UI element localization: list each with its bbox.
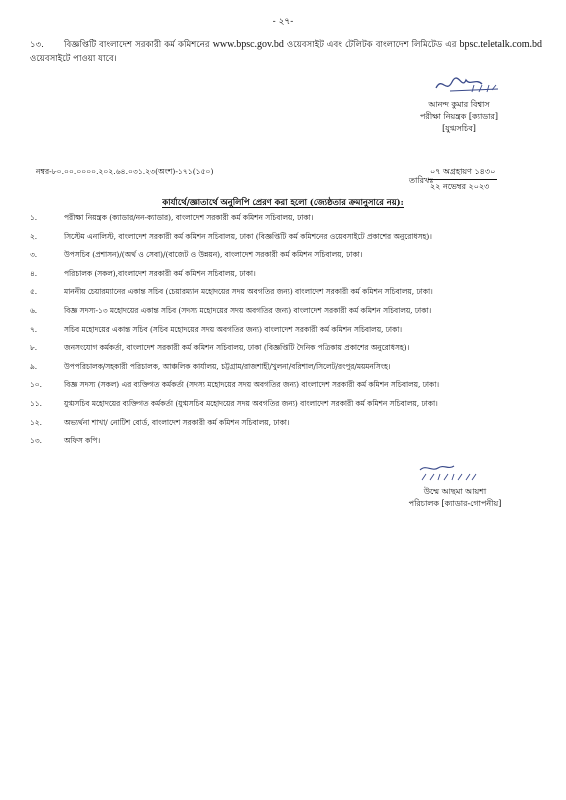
paragraph-text-b: ওয়েবসাইট এবং টেলিটক বাংলাদেশ লিমিটেড এর: [283, 40, 460, 50]
list-item: ৬. বিজ্ঞ সদস্য-১৩ মহোদয়ের একান্ত সচিব (সদস্য মহোদয়ের সদয় অবগতির জন্য) বাংলাদেশ সরকারী কর্ম কমিশন সচিবালয়, ঢাকা।: [30, 305, 432, 315]
list-item: ৯. উপপরিচালক/সহকারী পরিচালক, আঞ্চলিক কার্যালয়, চট্টগ্রাম/রাজশাহী/খুলনা/বরিশাল/সিলেট/রংপুর/ময়মনসিংহ।: [30, 361, 391, 371]
memo-number: নম্বর-৮০.০০.০০০০.২০২.৬৪.০৩১.২৩(অংশ)-১৭১(১৫০): [36, 167, 214, 176]
signer-1-rank: [যুগ্মসচিব]: [442, 124, 476, 133]
date-label: তারিখঃ: [409, 176, 434, 185]
signer-1-title: পরীক্ষা নিয়ন্ত্রক [ক্যাডার]: [419, 112, 499, 121]
teletalk-website-link[interactable]: bpsc.teletalk.com.bd: [459, 39, 542, 50]
list-item: ৩. উপসচিব (প্রশাসন)/(অর্থ ও সেবা)/(বাজেট ও উন্নয়ন), বাংলাদেশ সরকারী কর্ম কমিশন সচিবালয়, ঢাকা।: [30, 250, 363, 260]
list-item: ৪. পরিচালক (সকল),বাংলাদেশ সরকারী কর্ম কমিশন সচিবালয়, ঢাকা।: [30, 268, 256, 278]
signature-1-block: [384, 99, 534, 135]
page-number: - ২৭-: [272, 17, 294, 27]
list-item: ৮. জনসংযোগ কর্মকর্তা, বাংলাদেশ সরকারী কর্ম কমিশন সচিবালয়, ঢাকা (বিজ্ঞপ্তিটি দৈনিক পত্রিকায় প্রকাশের অনুরোধসহ)।: [30, 343, 410, 353]
list-item: ১২. অভ্যর্থনা শাখা/ নোটিশ বোর্ড, বাংলাদেশ সরকারী কর্ম কমিশন সচিবালয়, ঢাকা।: [30, 417, 290, 427]
list-item: ৫. মাননীয় চেয়ারম্যানের একান্ত সচিব (চেয়ারম্যান মহোদয়ের সদয় অবগতির জন্য) বাংলাদেশ সরকারী কর্ম কমিশন সচিবালয়, ঢাকা।: [30, 287, 433, 297]
distribution-heading: কার্যার্থে/জ্ঞাতার্থে অনুলিপি প্রেরণ করা হলো (জ্যেষ্ঠতার ক্রমানুসারে নয়):: [162, 197, 404, 207]
distribution-list: [30, 212, 545, 454]
list-item: ১০. বিজ্ঞ সদস্য (সকল) এর ব্যক্তিগত কর্মকর্তা (সদস্য মহোদয়ের সদয় অবগতির জন্য) বাংলাদেশ সরকারী কর্ম কমিশন সচিবালয়, ঢাকা।: [30, 380, 439, 390]
date-bangla: ০৭ অগ্রহায়ণ ১৪৩০: [428, 166, 497, 180]
signer-1-name: আনন্দ কুমার বিশ্বাস: [428, 100, 490, 109]
signature-2-block: [380, 486, 530, 510]
signature-1-handwritten: [432, 74, 502, 96]
date-block: [409, 166, 497, 194]
paragraph-13: [30, 38, 542, 66]
list-item: ১. পরীক্ষা নিয়ন্ত্রক (ক্যাডার/নন-ক্যাডার), বাংলাদেশ সরকারী কর্ম কমিশন সচিবালয়, ঢাকা।: [30, 213, 314, 222]
signer-2-name: উম্মে আছমা আয়শা: [423, 487, 487, 496]
paragraph-text-a: বিজ্ঞপ্তিটি বাংলাদেশ সরকারী কর্ম কমিশনের: [64, 40, 213, 50]
bpsc-website-link[interactable]: www.bpsc.gov.bd: [212, 39, 284, 50]
list-item: ৭. সচিব মহোদয়ের একান্ত সচিব (সচিব মহোদয়ের সদয় অবগতির জন্য) বাংলাদেশ সরকারী কর্ম কমিশন সচিবালয়, ঢাকা।: [30, 324, 403, 334]
date-english: ২২ নভেম্বর ২০২৩: [430, 182, 490, 191]
list-item: ১৩. অফিস কপি।: [30, 436, 101, 446]
signer-2-title: পরিচালক [ক্যাডার-গোপনীয়]: [408, 499, 502, 508]
signature-2-handwritten: [414, 462, 480, 484]
list-item: ১১. যুগ্মসচিব মহোদয়ের ব্যক্তিগত কর্মকর্তা (যুগ্মসচিব মহোদয়ের সদয় অবগতির জন্য) বাংলাদেশ সরকারী কর্ম কমিশন সচিবালয়, ঢাকা।: [30, 398, 438, 408]
paragraph-number: ১৩.: [30, 40, 44, 50]
list-item: ২. সিস্টেম এনালিস্ট, বাংলাদেশ সরকারী কর্ম কমিশন সচিবালয়, ঢাকা (বিজ্ঞপ্তিটি কর্ম কমিশনের ওয়েবসাইটে প্রকাশের অনুরোধসহ)।: [30, 231, 432, 241]
paragraph-text-c: ওয়েবসাইটে পাওয়া যাবে।: [30, 54, 117, 64]
